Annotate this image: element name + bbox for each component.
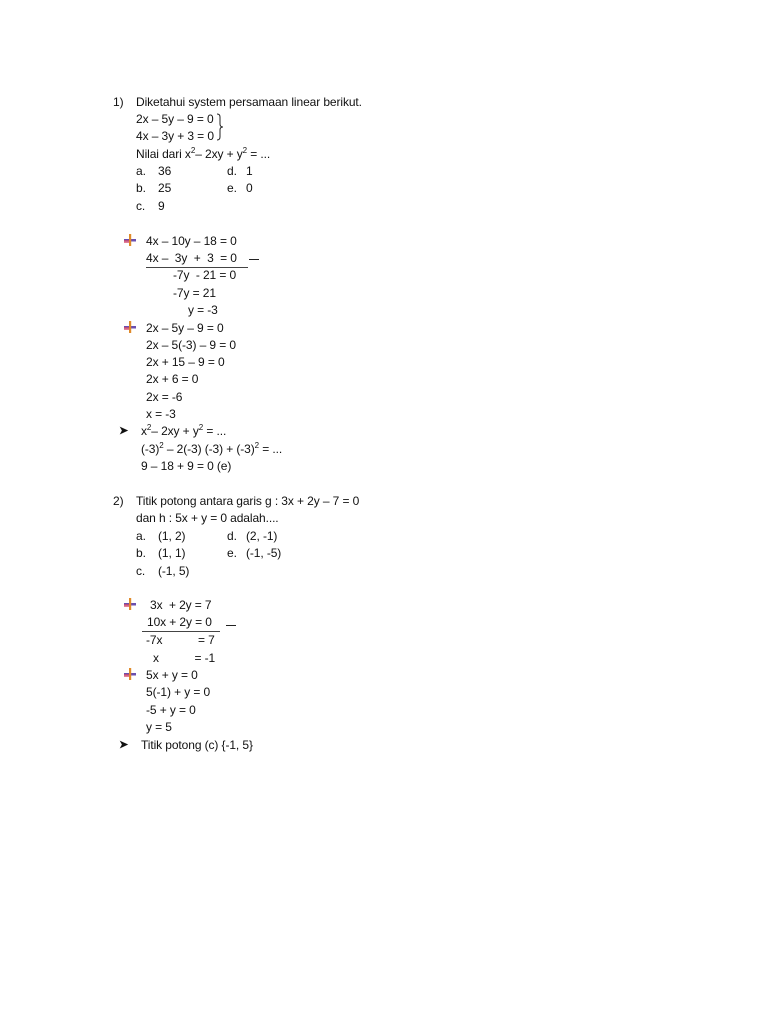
cross-bullet-icon — [123, 320, 137, 334]
problem-2-number: 2) — [113, 494, 124, 508]
subst-line-5: 2x = -6 — [146, 390, 183, 404]
option-a-value: (1, 2) — [158, 529, 186, 543]
subst2-line-3: -5 + y = 0 — [146, 703, 196, 717]
elim-line-5: y = -3 — [188, 303, 218, 317]
subst2-line-1: 5x + y = 0 — [146, 668, 198, 682]
option-a-label: a. — [136, 529, 146, 543]
elim-line-4: -7y = 21 — [173, 286, 216, 300]
final-line-3: 9 – 18 + 9 = 0 (e) — [141, 459, 232, 473]
subst2-line-4: y = 5 — [146, 720, 172, 734]
subst-line-3: 2x + 15 – 9 = 0 — [146, 355, 225, 369]
elim2-line-4: x = -1 — [153, 651, 216, 665]
problem-1-number: 1) — [113, 95, 124, 109]
option-b-label: b. — [136, 546, 146, 560]
option-e-label: e. — [227, 546, 237, 560]
subst-line-4: 2x + 6 = 0 — [146, 372, 199, 386]
final-line-2: $(-3)^2 - 2(-3) (-3) + (-3)^2$ = ... — [141, 441, 283, 456]
option-c-value: (-1, 5) — [158, 564, 190, 578]
arrow-bullet-icon: ➤ — [119, 739, 129, 751]
option-a-label: a. — [136, 164, 146, 178]
cross-bullet-icon — [123, 233, 137, 247]
elim-line-3: -7y - 21 = 0 — [173, 268, 237, 282]
elim-line-1: 4x – 10y – 18 = 0 — [146, 234, 237, 248]
subtract-sign — [226, 625, 236, 626]
option-e-label: e. — [227, 181, 237, 195]
subtract-sign — [249, 259, 259, 260]
subst-line-1: 2x – 5y – 9 = 0 — [146, 321, 224, 335]
option-e-value: (-1, -5) — [246, 546, 282, 560]
option-d-value: 1 — [246, 164, 253, 178]
elim2-line-2: 10x + 2y = 0 — [147, 615, 212, 629]
subst2-line-2: 5(-1) + y = 0 — [146, 685, 211, 699]
option-b-label: b. — [136, 181, 146, 195]
problem-1-equation-1: 2x – 5y – 9 = 0 — [136, 112, 214, 126]
subst-line-6: x = -3 — [146, 407, 176, 421]
option-d-label: d. — [227, 164, 237, 178]
subst-line-2: 2x – 5(-3) – 9 = 0 — [146, 338, 236, 352]
elim-line-2: 4x – 3y + 3 = 0 — [146, 251, 237, 265]
arrow-bullet-icon: ➤ — [119, 425, 129, 437]
elim2-line-3: -7x = 7 — [146, 633, 215, 647]
problem-1-equation-2: 4x – 3y + 3 = 0 — [136, 129, 214, 143]
cross-bullet-icon — [123, 597, 137, 611]
option-a-value: 36 — [158, 164, 172, 178]
elim2-line-1: 3x + 2y = 7 — [150, 598, 212, 612]
option-b-value: (1, 1) — [158, 546, 186, 560]
final-line-1: $x^2-$ $2xy + y^2$ = ... — [141, 423, 227, 438]
option-d-label: d. — [227, 529, 237, 543]
brace-icon — [216, 113, 224, 141]
problem-2-question-2: dan h : 5x + y = 0 adalah.... — [136, 511, 279, 525]
problem-1-question-expr: Nilai dari $x^2-$ $2xy + y^2$ = ... — [136, 146, 271, 161]
problem-1-question: Diketahui system persamaan linear berikut. — [136, 95, 362, 109]
option-d-value: (2, -1) — [246, 529, 278, 543]
option-e-value: 0 — [246, 181, 253, 195]
option-b-value: 25 — [158, 181, 172, 195]
final2-line: Titik potong (c) {-1, 5} — [141, 738, 253, 752]
option-c-label: c. — [136, 199, 146, 213]
cross-bullet-icon — [123, 667, 137, 681]
problem-2-question-1: Titik potong antara garis g : 3x + 2y – 7 = 0 — [136, 494, 360, 508]
option-c-value: 9 — [158, 199, 165, 213]
elim2-rule — [142, 631, 220, 632]
option-c-label: c. — [136, 564, 146, 578]
